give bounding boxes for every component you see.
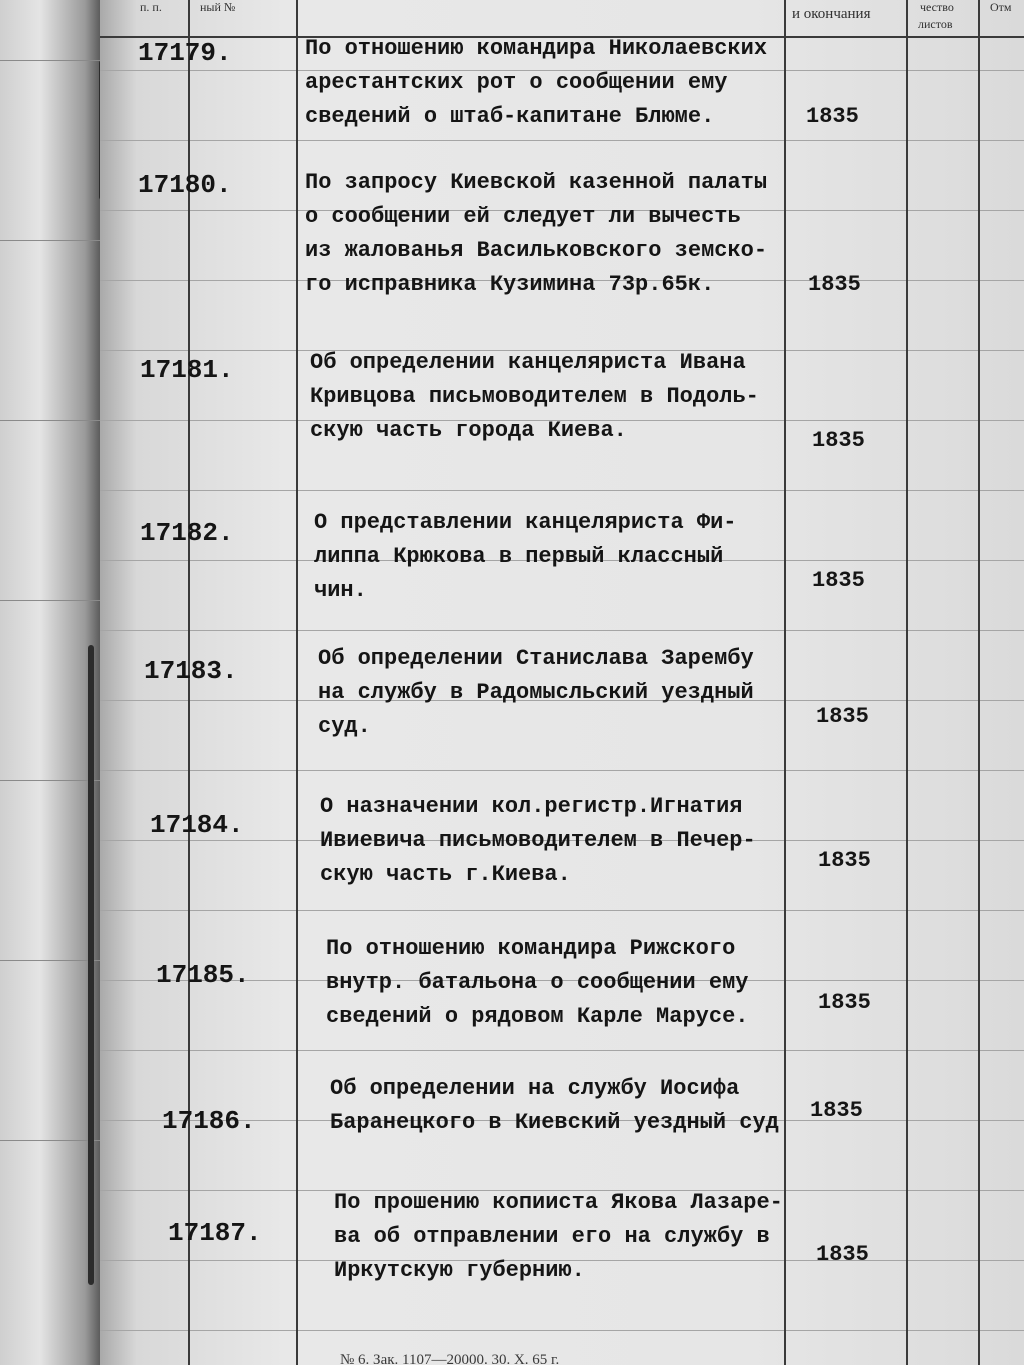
- column-divider: [296, 0, 298, 1365]
- left-ruled-line: [0, 60, 100, 61]
- ruled-line: [100, 630, 1024, 631]
- entry-year: 1835: [806, 104, 859, 129]
- left-ruled-line: [0, 960, 100, 961]
- entry-number: 17181.: [140, 355, 234, 385]
- entry-description-line: По отношению командира Рижского: [326, 936, 736, 961]
- entry-description-line: сведений о штаб-капитане Блюме.: [305, 104, 715, 129]
- entry-description-line: скую часть г.Киева.: [320, 862, 571, 887]
- entry-description: [326, 932, 748, 1034]
- entry-description-line: Иркутскую губернию.: [334, 1258, 585, 1283]
- entry-number: 17185.: [156, 960, 250, 990]
- entry-number: 17182.: [140, 518, 234, 548]
- entry-year: 1835: [812, 568, 865, 593]
- entry-description-line: По прошению копииста Якова Лазаре-: [334, 1190, 783, 1215]
- entry-description-line: По отношению командира Николаевских: [305, 36, 768, 61]
- entry-year: 1835: [818, 848, 871, 873]
- ruled-line: [100, 1050, 1024, 1051]
- entry-description-line: Об определении канцеляриста Ивана: [310, 350, 746, 375]
- ruled-line: [100, 910, 1024, 911]
- entry-description-line: О назначении кол.регистр.Игнатия: [320, 794, 743, 819]
- binding-thread: [88, 645, 94, 1285]
- entry-description: [305, 32, 767, 134]
- header-col-dates: и окончания: [792, 6, 871, 22]
- entry-number: 17186.: [162, 1106, 256, 1136]
- entry-description-line: го исправника Кузимина 73р.65к.: [305, 272, 715, 297]
- entry-description: [310, 346, 759, 448]
- entry-description-line: Об определении на службу Иосифа: [330, 1076, 740, 1101]
- entry-number: 17184.: [150, 810, 244, 840]
- entry-year: 1835: [810, 1098, 863, 1123]
- ruled-line: [100, 1330, 1024, 1331]
- entry-year: 1835: [808, 272, 861, 297]
- ruled-line: [100, 490, 1024, 491]
- entry-description-line: скую часть города Киева.: [310, 418, 627, 443]
- left-ruled-line: [0, 600, 100, 601]
- ruled-line: [100, 140, 1024, 141]
- left-page-edge: [0, 0, 100, 1365]
- header-col-sheets-1: чество: [920, 0, 954, 14]
- register-page: [100, 0, 1024, 1365]
- entry-description: [318, 642, 754, 744]
- entry-description-line: из жалованья Васильковского земско-: [305, 238, 768, 263]
- entry-year: 1835: [816, 704, 869, 729]
- entry-description-line: сведений о рядовом Карле Марусе.: [326, 1004, 749, 1029]
- entry-description: [314, 506, 736, 608]
- left-ruled-line: [0, 240, 100, 241]
- entry-description: [330, 1072, 779, 1140]
- entry-description-line: Об определении Станислава Зарембу: [318, 646, 754, 671]
- entry-description-line: По запросу Киевской казенной палаты: [305, 170, 768, 195]
- entry-number: 17187.: [168, 1218, 262, 1248]
- entry-description-line: Баранецкого в Киевский уездный суд: [330, 1110, 779, 1135]
- entry-number: 17180.: [138, 170, 232, 200]
- header-col-notes: Отм: [990, 0, 1012, 14]
- header-col-sheets-2: листов: [918, 17, 953, 31]
- entry-description-line: Кривцова письмоводителем в Подоль-: [310, 384, 759, 409]
- column-divider: [906, 0, 908, 1365]
- entry-description: [334, 1186, 783, 1288]
- column-divider: [978, 0, 980, 1365]
- entry-year: 1835: [818, 990, 871, 1015]
- column-divider: [784, 0, 786, 1365]
- entry-description-line: липпа Крюкова в первый классный: [314, 544, 724, 569]
- entry-year: 1835: [816, 1242, 869, 1267]
- left-ruled-line: [0, 1140, 100, 1141]
- entry-description-line: арестантских рот о сообщении ему: [305, 70, 728, 95]
- entry-number: 17183.: [144, 656, 238, 686]
- left-ruled-line: [0, 780, 100, 781]
- ruled-line: [100, 770, 1024, 771]
- entry-description-line: о сообщении ей следует ли вычесть: [305, 204, 741, 229]
- entry-description-line: Ивиевича письмоводителем в Печер-: [320, 828, 756, 853]
- print-mark: № 6. Зак. 1107—20000. 30. X. 65 г.: [340, 1352, 560, 1365]
- entry-description-line: ва об отправлении его на службу в: [334, 1224, 770, 1249]
- entry-description-line: суд.: [318, 714, 371, 739]
- header-col-number: п. п.: [140, 0, 162, 14]
- entry-number: 17179.: [138, 38, 232, 68]
- entry-description: [320, 790, 756, 892]
- entry-description-line: внутр. батальона о сообщении ему: [326, 970, 749, 995]
- entry-year: 1835: [812, 428, 865, 453]
- entry-description-line: чин.: [314, 578, 367, 603]
- header-col-file: ный №: [200, 0, 236, 14]
- entry-description: [305, 166, 767, 302]
- entry-description-line: О представлении канцеляриста Фи-: [314, 510, 737, 535]
- entry-description-line: на службу в Радомысльский уездный: [318, 680, 754, 705]
- left-ruled-line: [0, 420, 100, 421]
